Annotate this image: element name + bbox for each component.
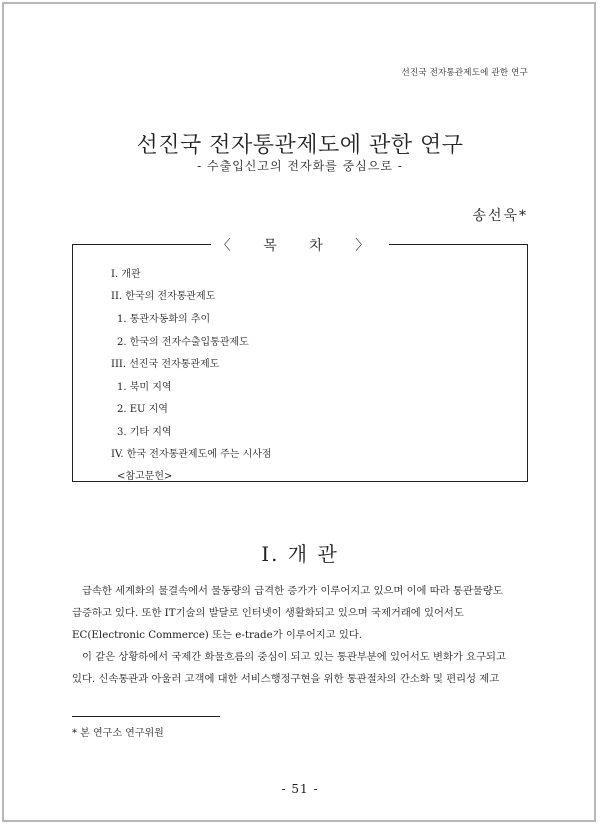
page-number: - 51 - [281,782,319,796]
article-title: 선진국 전자통관제도에 관한 연구 [136,133,464,158]
section-title: I. 개 관 [261,542,339,566]
footnote: * 본 연구소 연구위원 [72,728,164,739]
body-line-3: EC(Electronic Commerce) 또는 e-trade가 이루어지고 있다. [72,629,363,641]
body-line-4: 이 같은 상황하에서 국제간 화물흐름의 중심이 되고 있는 통관부분에 있어서도 변화가 요구되고 [82,651,506,663]
toc-item-3: 1. 통관자동화의 추이 [117,314,211,325]
toc-heading-wrap [73,235,527,255]
toc-item-6: 1. 북미 지역 [117,382,172,393]
toc-item-8: 3. 기타 지역 [117,427,172,438]
body-line-2: 급증하고 있다. 또한 IT기술의 발달로 인터넷이 생활화되고 있으며 국제거래에 있어서도 [72,607,464,619]
toc-item-9: IV. 한국 전자통관제도에 주는 시사점 [111,449,272,460]
table-of-contents [72,238,528,482]
running-header: 선진국 전자통관제도에 관한 연구 [401,68,528,78]
toc-item-10: <참고문헌> [117,471,173,482]
toc-item-1: I. 개관 [111,269,141,280]
body-line-5: 있다. 신속통관과 아울러 고객에 대한 서비스행정구현을 위한 통관절차의 간소화 및 편리성 제고 [72,673,500,685]
toc-item-5: III. 선진국 전자통관제도 [111,359,220,370]
body-line-1: 급속한 세계화의 물결속에서 물동량의 급격한 증가가 이루어지고 있으며 이에 따라 통관물량도 [82,585,503,597]
author-name: 송선욱* [472,208,528,224]
toc-item-7: 2. EU 지역 [117,404,168,415]
article-subtitle: - 수출입신고의 전자화를 중심으로 - [197,159,403,173]
toc-item-4: 2. 한국의 전자수출입통관제도 [117,337,249,348]
footnote-divider [72,716,220,717]
toc-heading: 〈 목 차 〉 [211,238,389,254]
toc-item-2: II. 한국의 전자통관제도 [111,291,216,302]
